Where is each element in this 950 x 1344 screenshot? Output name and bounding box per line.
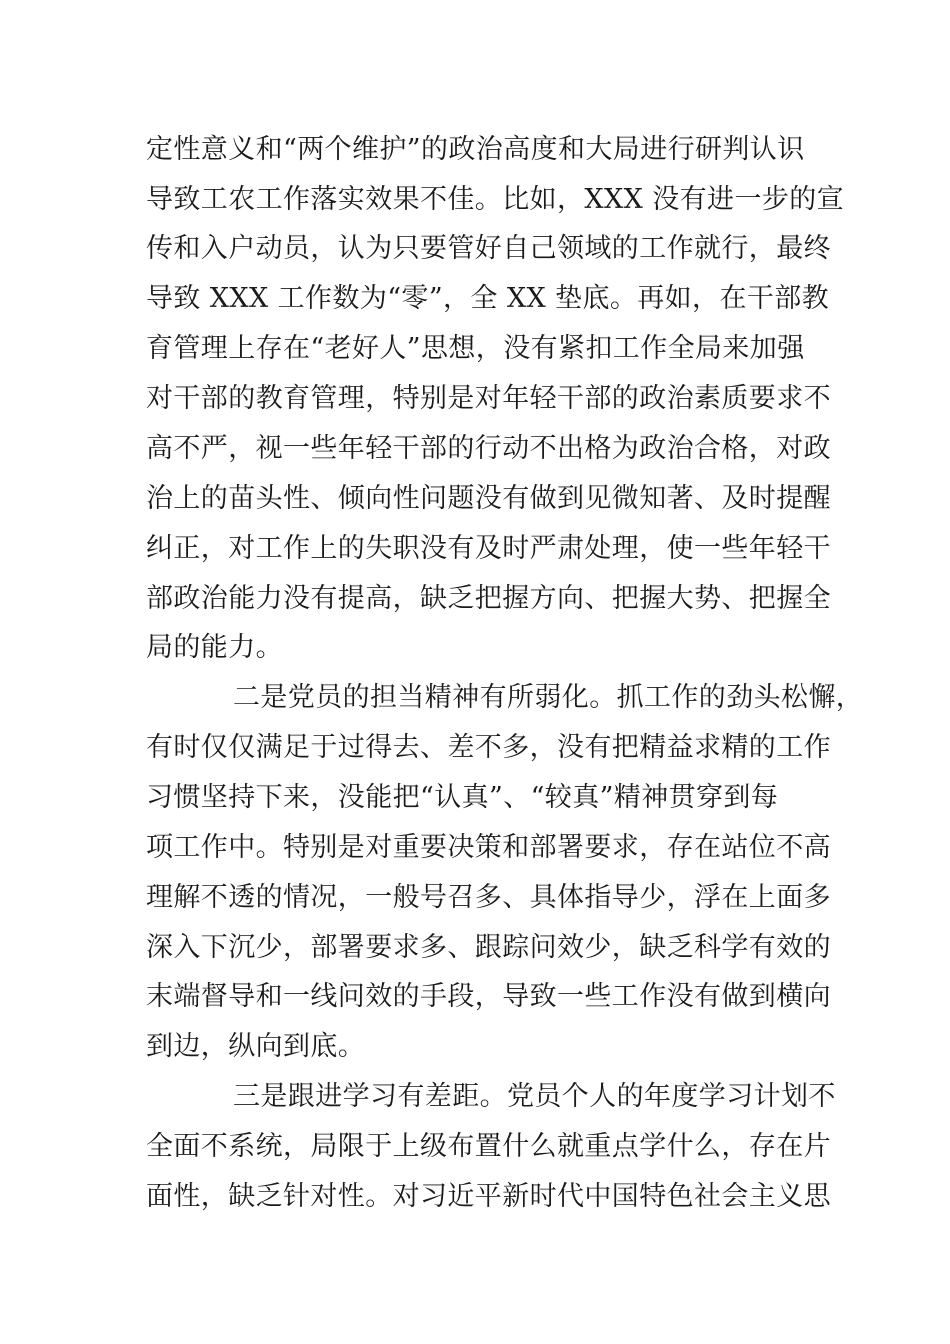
text-line: 定性意义和“两个维护”的政治高度和大局进行研判认识	[146, 134, 805, 165]
paragraph-first-line: 三是跟进学习有差距。党员个人的年度学习计划不	[233, 1081, 836, 1112]
text-line: 对干部的教育管理，特别是对年轻干部的政治素质要求不	[146, 383, 831, 414]
text-line: 深入下沉少，部署要求多、跟踪问效少，缺乏科学有效的	[146, 932, 831, 963]
text-line: 高不严，视一些年轻干部的行动不出格为政治合格，对政	[146, 433, 831, 464]
text-line: 导致工农工作落实效果不佳。比如，XXX 没有进一步的宣	[146, 184, 845, 215]
text-line: 纠正，对工作上的失职没有及时严肃处理，使一些年轻干	[146, 533, 831, 564]
text-line: 治上的苗头性、倾向性问题没有做到见微知著、及时提醒	[146, 483, 831, 514]
text-line: 面性，缺乏针对性。对习近平新时代中国特色社会主义思	[146, 1181, 831, 1212]
text-line: 到边，纵向到底。	[146, 1031, 366, 1062]
text-line: 导致 XXX 工作数为“零”，全 XX 垫底。再如，在干部教	[146, 283, 830, 314]
text-line: 项工作中。特别是对重要决策和部署要求，存在站位不高	[146, 832, 831, 863]
text-line: 育管理上存在“老好人”思想，没有紧扣工作全局来加强	[146, 333, 805, 364]
text-line: 理解不透的情况，一般号召多、具体指导少，浮在上面多	[146, 882, 831, 913]
text-line: 局的能力。	[146, 632, 283, 663]
text-line: 全面不系统，局限于上级布置什么就重点学什么，存在片	[146, 1131, 831, 1162]
text-line: 部政治能力没有提高，缺乏把握方向、把握大势、把握全	[146, 583, 831, 614]
text-line: 习惯坚持下来，没能把“认真”、“较真”精神贯穿到每	[146, 782, 779, 813]
text-line: 传和入户动员，认为只要管好自己领域的工作就行，最终	[146, 233, 831, 264]
text-line: 有时仅仅满足于过得去、差不多，没有把精益求精的工作	[146, 732, 831, 763]
text-line: 末端督导和一线问效的手段，导致一些工作没有做到横向	[146, 981, 831, 1012]
paragraph-first-line: 二是党员的担当精神有所弱化。抓工作的劲头松懈，	[233, 682, 864, 713]
